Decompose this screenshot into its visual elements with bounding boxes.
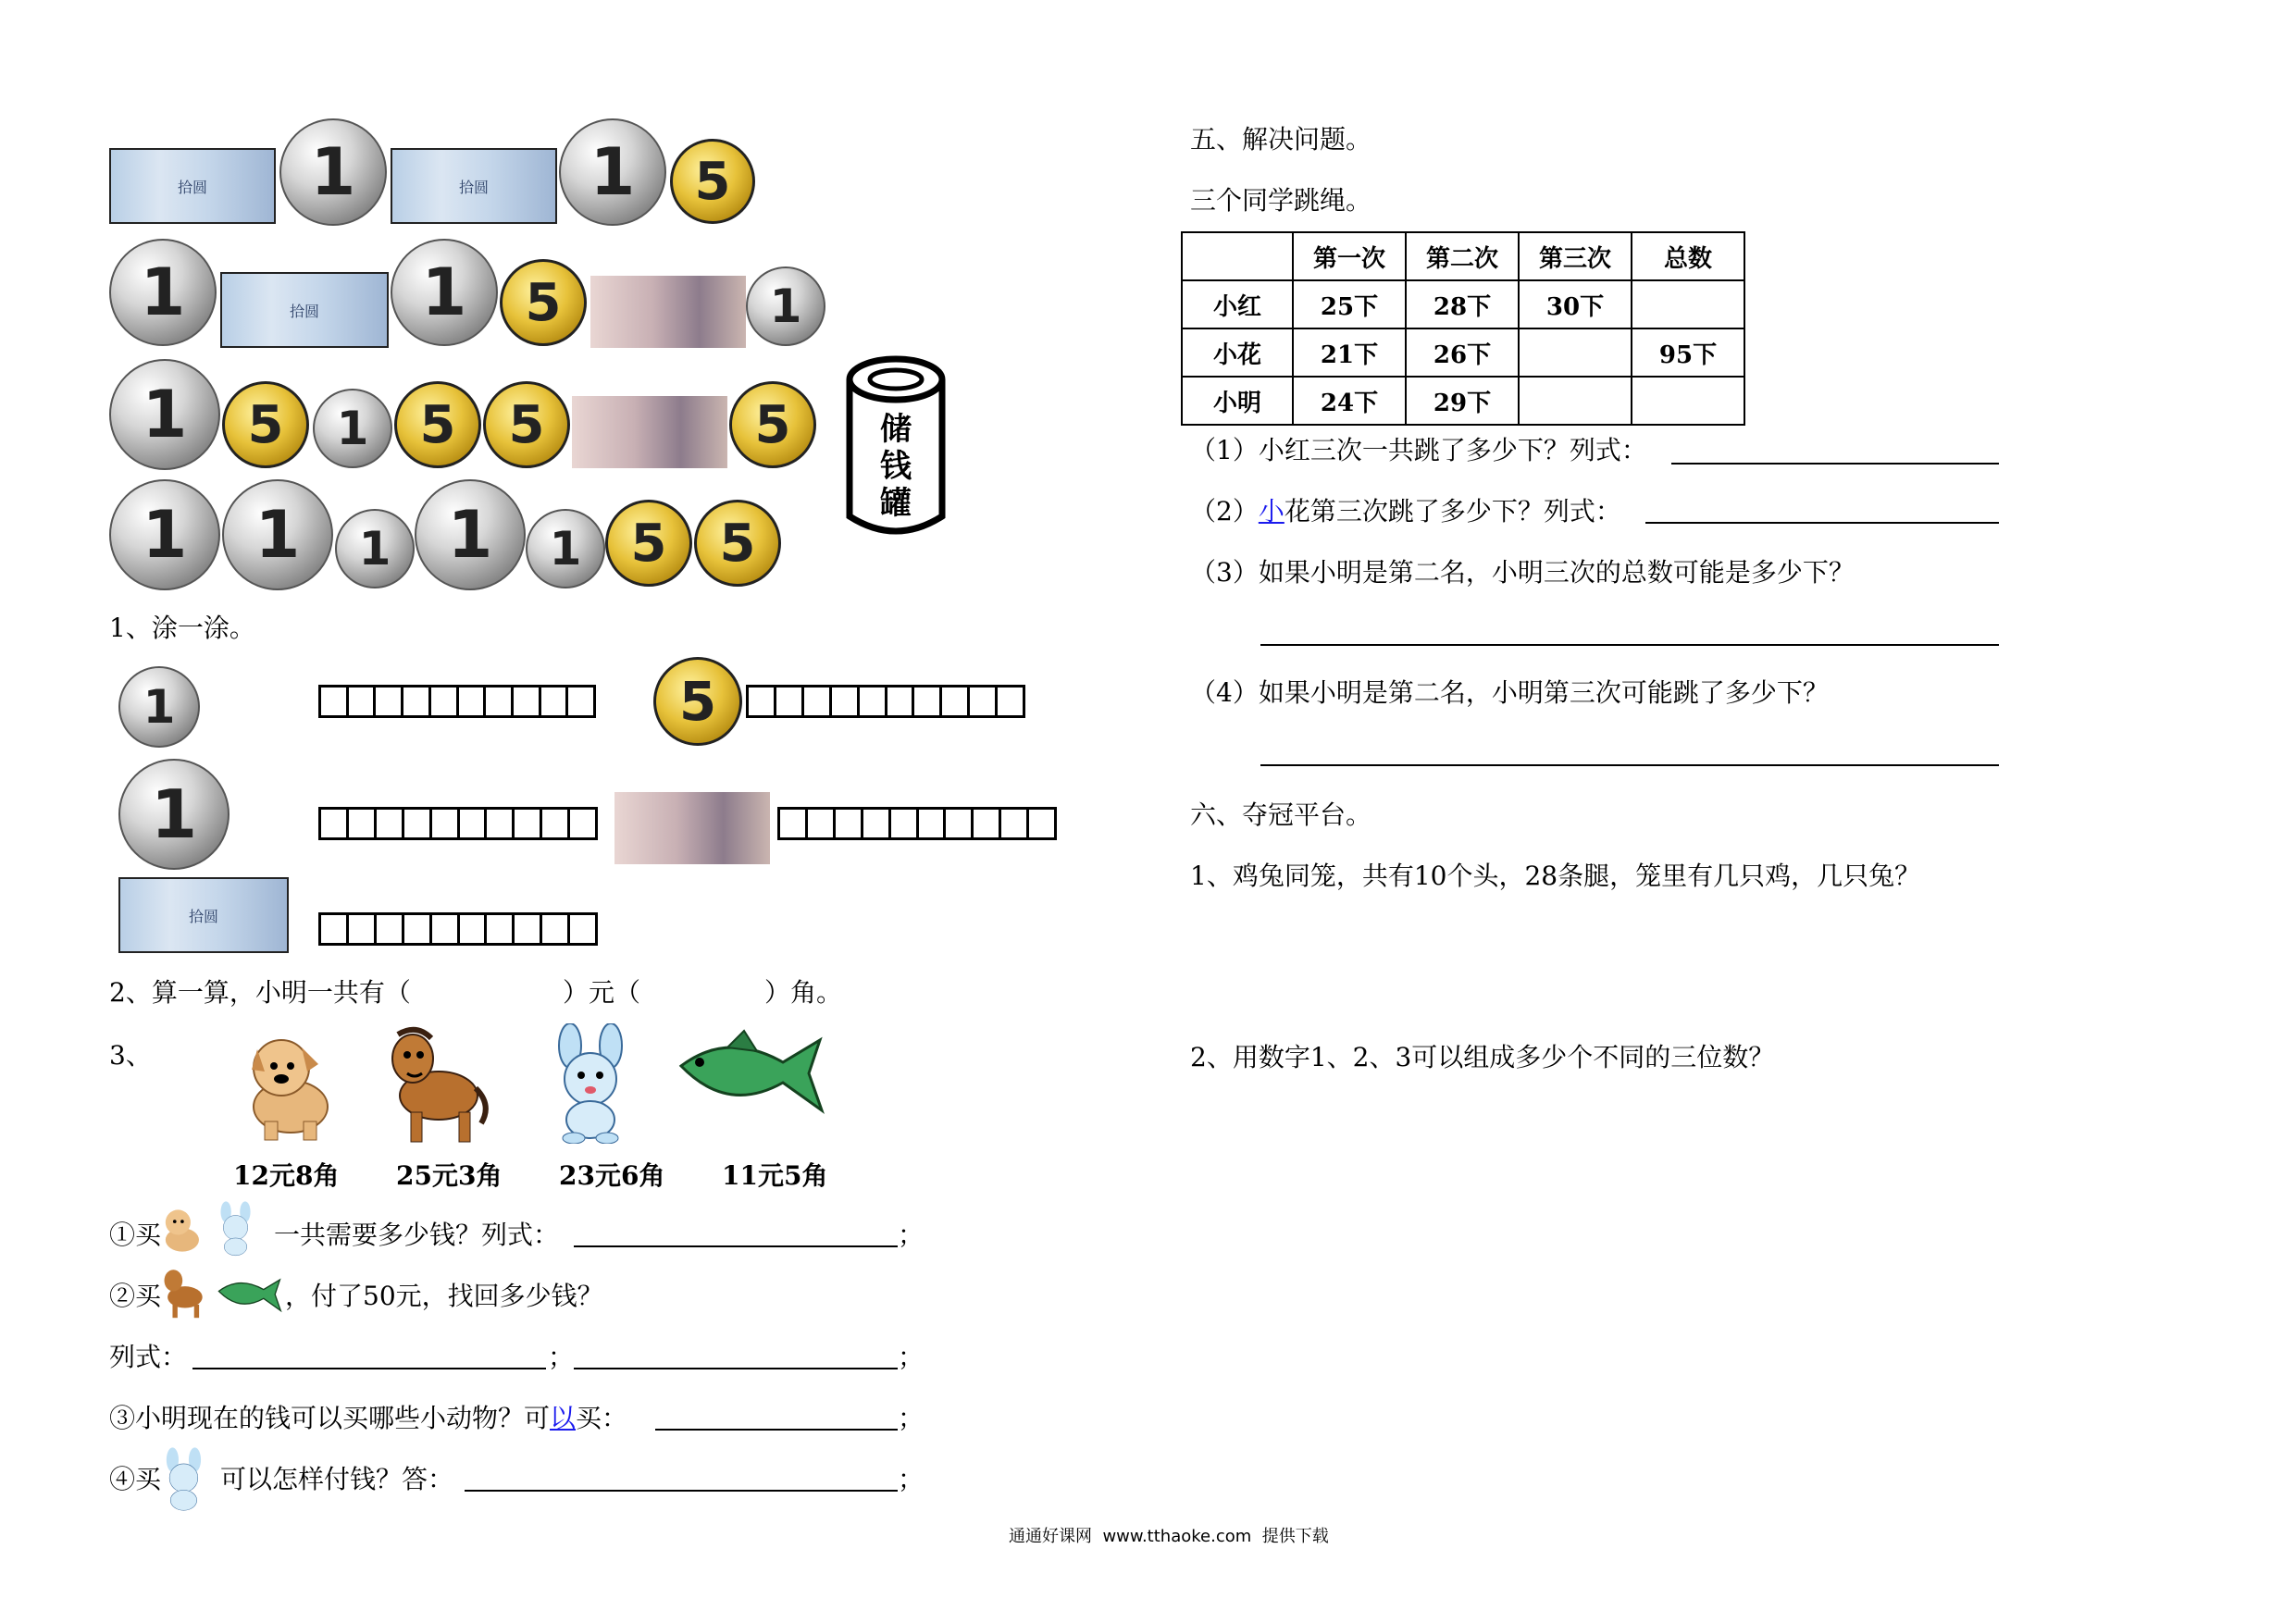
rabbit-icon [157, 1447, 211, 1514]
ten-yuan-bill: 拾圆 [118, 877, 289, 953]
sub1-answer-line[interactable] [574, 1245, 898, 1247]
table-header-cell: 第一次 [1293, 232, 1406, 280]
section6-title: 六、夺冠平台。 [1190, 799, 1372, 830]
table-header-cell: 第二次 [1406, 232, 1519, 280]
sub3-question: ③小明现在的钱可以买哪些小动物？可以买： [109, 1403, 628, 1433]
one-jiao-coin: 1 [335, 509, 415, 588]
five-jiao-coin: 5 [483, 381, 570, 468]
table-row [1182, 328, 1744, 377]
five-jiao-coin: 5 [394, 381, 481, 468]
table-row [1182, 377, 1744, 425]
fish-icon [672, 1025, 827, 1118]
coloring-boxes-one-jiao[interactable] [318, 685, 596, 718]
sub2-answer-line-2[interactable] [574, 1368, 898, 1369]
five-jiao-coin: 5 [500, 259, 587, 346]
one-yuan-coin: 1 [222, 479, 333, 590]
q3-label: 3、 [109, 1040, 152, 1071]
five-yuan-bill [572, 396, 727, 468]
sub2-answer-line-1[interactable] [192, 1368, 546, 1369]
q5-3-answer-line[interactable] [1260, 644, 1999, 646]
sub2-semi-1: ； [548, 1342, 575, 1372]
one-yuan-coin: 1 [118, 759, 230, 870]
q5-2: （2）小花第三次跳了多少下？列式： [1190, 496, 1621, 527]
price-rabbit: 23元6角 [559, 1160, 665, 1191]
sub4-question: 可以怎样付钱？答： [220, 1464, 454, 1494]
five-jiao-coin: 5 [670, 139, 755, 224]
sub2-question: ，付了50元，找回多少钱？ [285, 1281, 603, 1311]
five-jiao-coin: 5 [653, 657, 742, 746]
q5-4: （4）如果小明是第二名，小明第三次可能跳了多少下？ [1190, 677, 1829, 708]
one-yuan-coin: 1 [559, 118, 666, 226]
q1-title: 1、涂一涂。 [109, 613, 255, 643]
q2-yuan-blank[interactable] [426, 977, 555, 1009]
table-cell: 30下 [1519, 280, 1632, 328]
sub3-semi: ； [898, 1403, 925, 1433]
section5-title: 五、解决问题。 [1190, 124, 1372, 155]
ten-yuan-bill: 拾圆 [220, 272, 389, 348]
ten-yuan-bill: 拾圆 [109, 148, 276, 224]
sub4-prefix: ④买 [109, 1464, 162, 1494]
table-cell: 29下 [1406, 377, 1519, 425]
challenge-1: 1、鸡兔同笼，共有10个头，28条腿，笼里有几只鸡，几只兔？ [1190, 861, 1921, 891]
table-header-row [1182, 232, 1744, 280]
sub1-end: ； [898, 1220, 925, 1250]
one-jiao-coin: 1 [526, 509, 605, 588]
one-yuan-coin: 1 [109, 479, 220, 590]
five-jiao-coin: 5 [694, 500, 781, 587]
ten-yuan-bill: 拾圆 [391, 148, 557, 224]
five-yuan-bill [590, 276, 746, 348]
q5-4-answer-line[interactable] [1260, 764, 1999, 766]
table-cell: 28下 [1406, 280, 1519, 328]
dog-icon [237, 1029, 341, 1144]
table-cell: 24下 [1293, 377, 1406, 425]
table-cell: 25下 [1293, 280, 1406, 328]
sub2-formula-label: 列式： [109, 1342, 188, 1372]
table-cell-blank[interactable] [1632, 377, 1744, 425]
jump-rope-table [1181, 231, 1745, 426]
q2-text-b: ）元（ [563, 977, 641, 1008]
rabbit-icon [213, 1201, 259, 1258]
one-jiao-coin: 1 [313, 389, 392, 468]
sub2-prefix: ②买 [109, 1281, 162, 1311]
dog-icon [157, 1205, 205, 1257]
sub3-answer-line[interactable] [655, 1429, 898, 1431]
q2-jiao-blank[interactable] [652, 977, 763, 1009]
q5-2-answer-line[interactable] [1645, 522, 1999, 524]
table-cell: 小明 [1182, 377, 1293, 425]
table-cell-blank[interactable] [1519, 377, 1632, 425]
fish-icon [215, 1273, 283, 1314]
coloring-boxes-ten-yuan[interactable] [318, 912, 598, 946]
sub3-link[interactable]: 以 [550, 1403, 577, 1433]
sub2-semi-2: ； [898, 1342, 925, 1372]
price-dog: 12元8角 [233, 1160, 340, 1191]
footer-credit: 通通好课网 www.tthaoke.com 提供下载 [1009, 1527, 1329, 1546]
horse-icon [379, 1022, 494, 1146]
price-fish: 11元5角 [722, 1160, 828, 1191]
q2-text-a: 2、算一算，小明一共有（ [109, 977, 411, 1008]
horse-icon [157, 1264, 211, 1319]
sub4-answer-line[interactable] [465, 1490, 898, 1492]
sub1-question: 一共需要多少钱？列式： [274, 1220, 560, 1250]
one-yuan-coin: 1 [279, 118, 387, 226]
q5-1-answer-line[interactable] [1671, 463, 1999, 465]
challenge-2: 2、用数字1、2、3可以组成多少个不同的三位数？ [1190, 1042, 1775, 1072]
jump-rope-intro: 三个同学跳绳。 [1190, 185, 1372, 216]
table-cell: 95下 [1632, 328, 1744, 377]
table-cell-blank[interactable] [1519, 328, 1632, 377]
five-yuan-bill [614, 792, 770, 864]
q2-text-c: ）角。 [764, 977, 843, 1008]
one-jiao-coin: 1 [118, 666, 200, 748]
q5-3: （3）如果小明是第二名，小明三次的总数可能是多少下？ [1190, 557, 1855, 588]
price-horse: 25元3角 [396, 1160, 503, 1191]
five-jiao-coin: 5 [222, 381, 309, 468]
jar-label: 储 钱 罐 [880, 411, 912, 522]
five-jiao-coin: 5 [605, 500, 692, 587]
rabbit-icon [542, 1023, 640, 1144]
table-cell: 小红 [1182, 280, 1293, 328]
table-header-cell: 第三次 [1519, 232, 1632, 280]
table-header-cell [1182, 232, 1293, 280]
q5-2-link[interactable]: 小 [1258, 496, 1285, 527]
one-yuan-coin: 1 [109, 239, 217, 346]
sub1-prefix: ①买 [109, 1220, 162, 1250]
sub4-semi: ； [898, 1464, 925, 1494]
coloring-boxes-five-jiao[interactable] [746, 685, 1025, 718]
table-cell: 小花 [1182, 328, 1293, 377]
one-yuan-coin: 1 [391, 239, 498, 346]
one-jiao-coin: 1 [746, 266, 825, 346]
five-jiao-coin: 5 [729, 381, 816, 468]
table-header-cell: 总数 [1632, 232, 1744, 280]
table-row [1182, 280, 1744, 328]
one-yuan-coin: 1 [415, 479, 526, 590]
coloring-boxes-five-yuan[interactable] [777, 807, 1057, 840]
table-cell-blank[interactable] [1632, 280, 1744, 328]
one-yuan-coin: 1 [109, 359, 220, 470]
table-cell: 26下 [1406, 328, 1519, 377]
coloring-boxes-one-yuan[interactable] [318, 807, 598, 840]
q5-1: （1）小红三次一共跳了多少下？列式： [1190, 435, 1647, 465]
table-cell: 21下 [1293, 328, 1406, 377]
